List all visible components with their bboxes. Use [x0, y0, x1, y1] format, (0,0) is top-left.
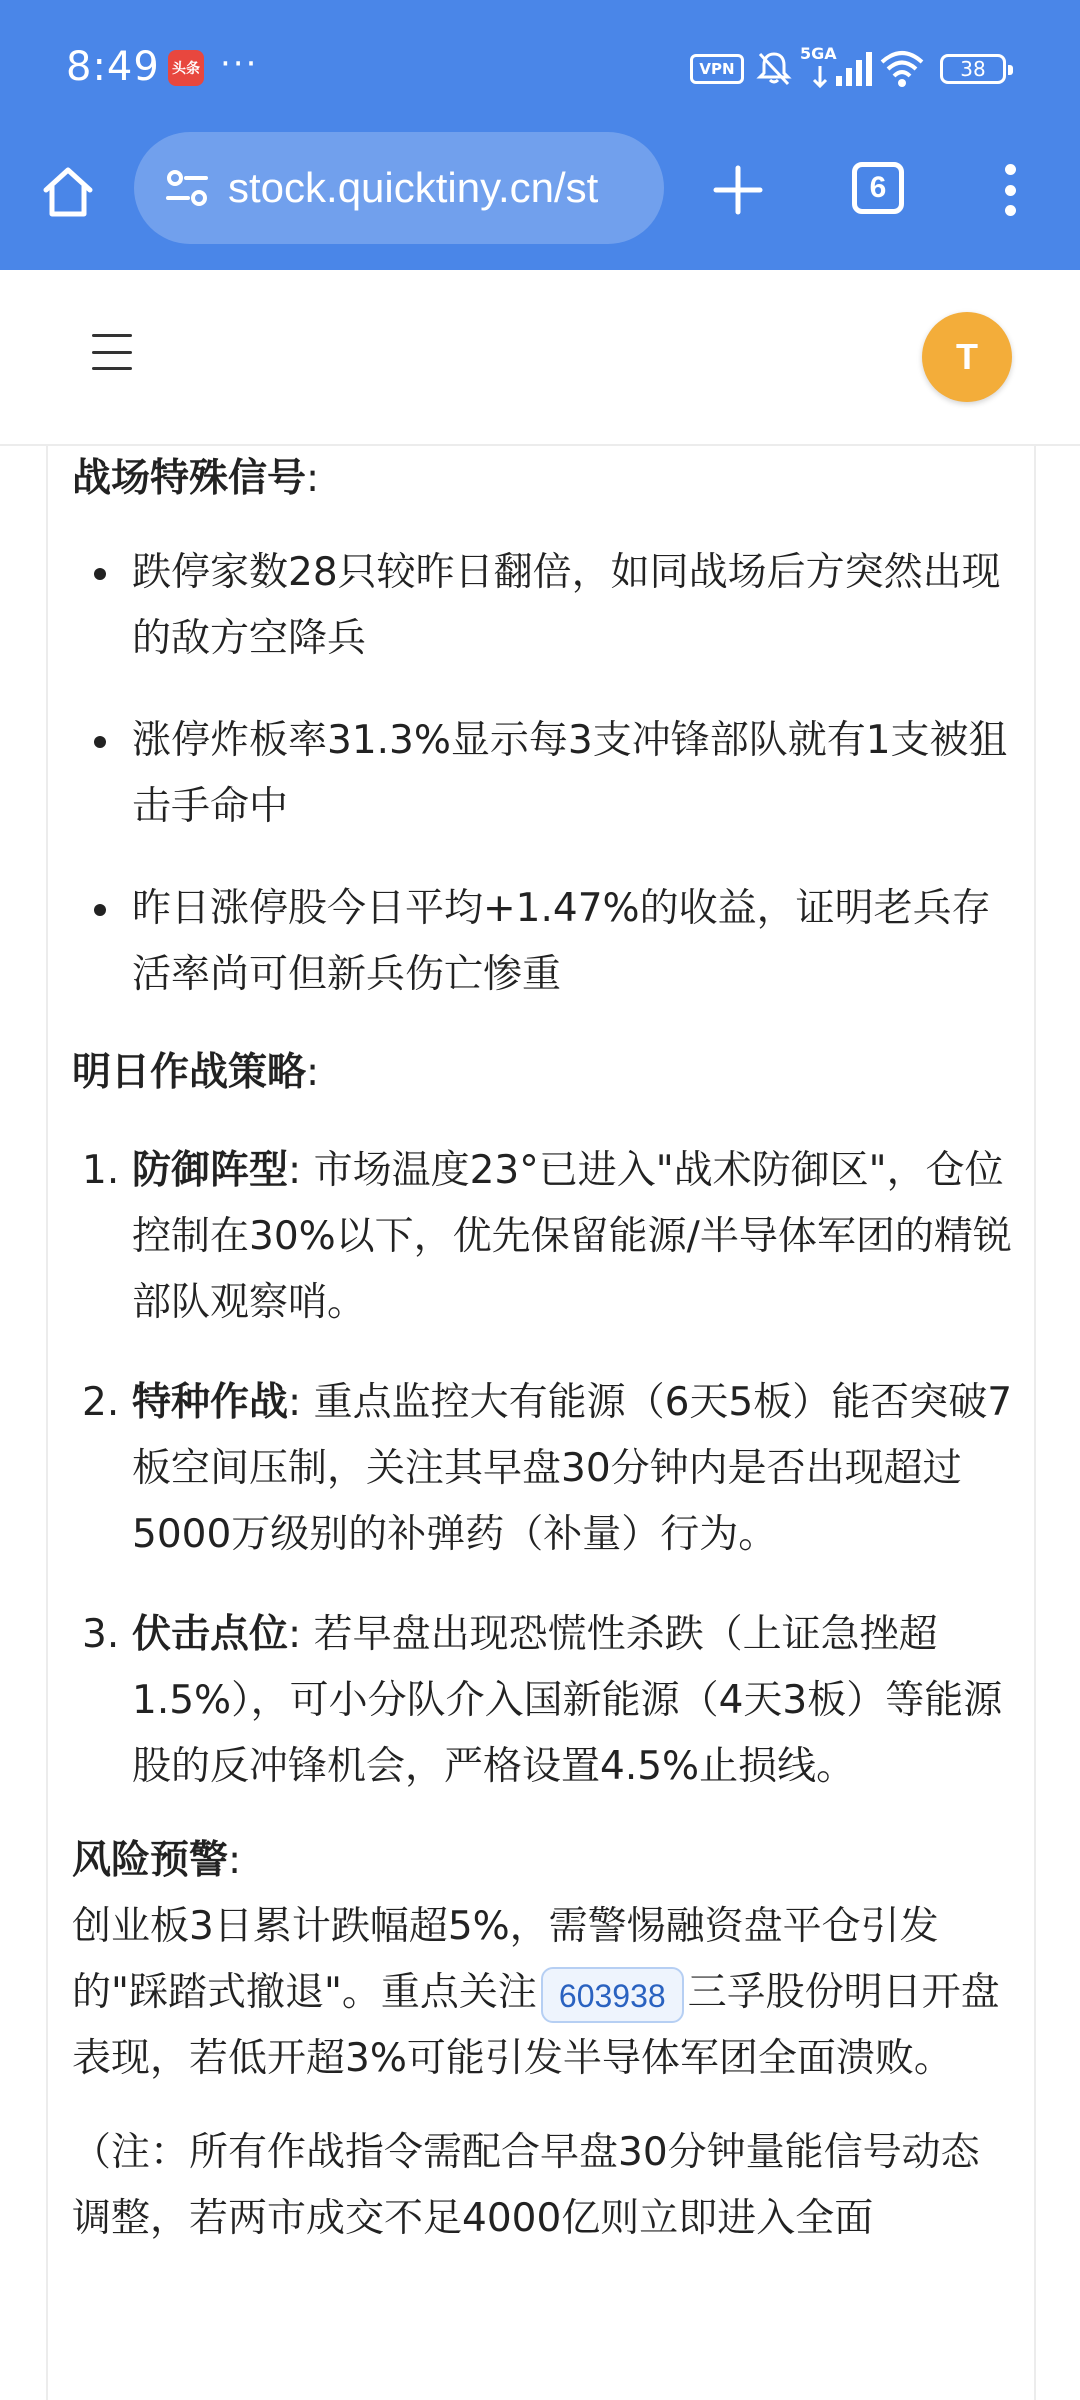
- menu-dot-icon: [1005, 164, 1016, 175]
- section-title-signals: 战场特殊信号:: [72, 456, 320, 501]
- home-icon: [40, 164, 96, 220]
- hamburger-menu-icon[interactable]: [92, 334, 132, 370]
- vpn-icon: VPN: [690, 54, 744, 84]
- clock: 8:49: [66, 44, 160, 90]
- signals-list: [72, 540, 1012, 1008]
- list-item: 1. 防御阵型: 市场温度23°已进入"战术防御区"，仓位控制在30%以下，优先保留能源/半导体军团的精锐部队观察哨。: [82, 1148, 1012, 1325]
- browser-menu-button[interactable]: [990, 158, 1030, 222]
- list-item: 2. 特种作战: 重点监控大有能源（6天5板）能否突破7板空间压制，关注其早盘30分钟内是否出现超过5000万级别的补弹药（补量）行为。: [82, 1380, 1013, 1557]
- menu-dot-icon: [1005, 185, 1016, 196]
- site-settings-icon[interactable]: [164, 165, 210, 211]
- status-bar: [0, 0, 1080, 130]
- stock-code-chip[interactable]: 603938: [541, 1967, 684, 2023]
- network-type-label: 5GA: [800, 44, 837, 63]
- site-header: [0, 270, 1080, 446]
- strategy-list: [72, 1138, 1012, 1800]
- tab-switcher-button[interactable]: 6: [852, 162, 904, 214]
- url-text[interactable]: stock.quicktiny.cn/st: [228, 164, 599, 211]
- list-item: 昨日涨停股今日平均+1.47%的收益，证明老兵存活率尚可但新兵伤亡惨重: [72, 876, 1012, 1008]
- note-paragraph: （注：所有作战指令需配合早盘30分钟量能信号动态调整，若两市成交不足4000亿则立即进入全面: [72, 2130, 980, 2241]
- wifi-icon: [878, 48, 926, 88]
- list-item: 跌停家数28只较昨日翻倍，如同战场后方突然出现的敌方空降兵: [72, 540, 1012, 672]
- article-card: [46, 446, 1036, 2400]
- list-item: 涨停炸板率31.3%显示每3支冲锋部队就有1支被狙击手命中: [72, 708, 1012, 840]
- list-item: 3. 伏击点位: 若早盘出现恐慌性杀跌（上证急挫超1.5%），可小分队介入国新能源（4天3板）等能源股的反冲锋机会，严格设置4.5%止损线。: [82, 1612, 1003, 1789]
- article-body: [72, 446, 1012, 2252]
- menu-dot-icon: [1005, 205, 1016, 216]
- address-bar[interactable]: [134, 132, 664, 244]
- battery-icon: 38: [940, 54, 1006, 84]
- section-title-risk: 风险预警:: [72, 1838, 242, 1883]
- signal-icon: [800, 44, 872, 90]
- browser-toolbar: [0, 130, 1080, 270]
- more-notifications-icon: ···: [220, 44, 259, 84]
- plus-icon: [712, 164, 764, 216]
- user-avatar[interactable]: T: [922, 312, 1012, 402]
- browser-chrome: [0, 0, 1080, 270]
- section-title-strategy: 明日作战策略:: [72, 1050, 320, 1095]
- new-tab-button[interactable]: [706, 158, 770, 222]
- bell-off-icon: [754, 48, 794, 88]
- home-button[interactable]: [36, 160, 100, 224]
- news-app-icon: 头条: [168, 50, 204, 86]
- risk-paragraph: 创业板3日累计跌幅超5%，需警惕融资盘平仓引发的"踩踏式撤退"。重点关注 603938 三孚股份明日开盘表现，若低开超3%可能引发半导体军团全面溃败。: [72, 1904, 1000, 2081]
